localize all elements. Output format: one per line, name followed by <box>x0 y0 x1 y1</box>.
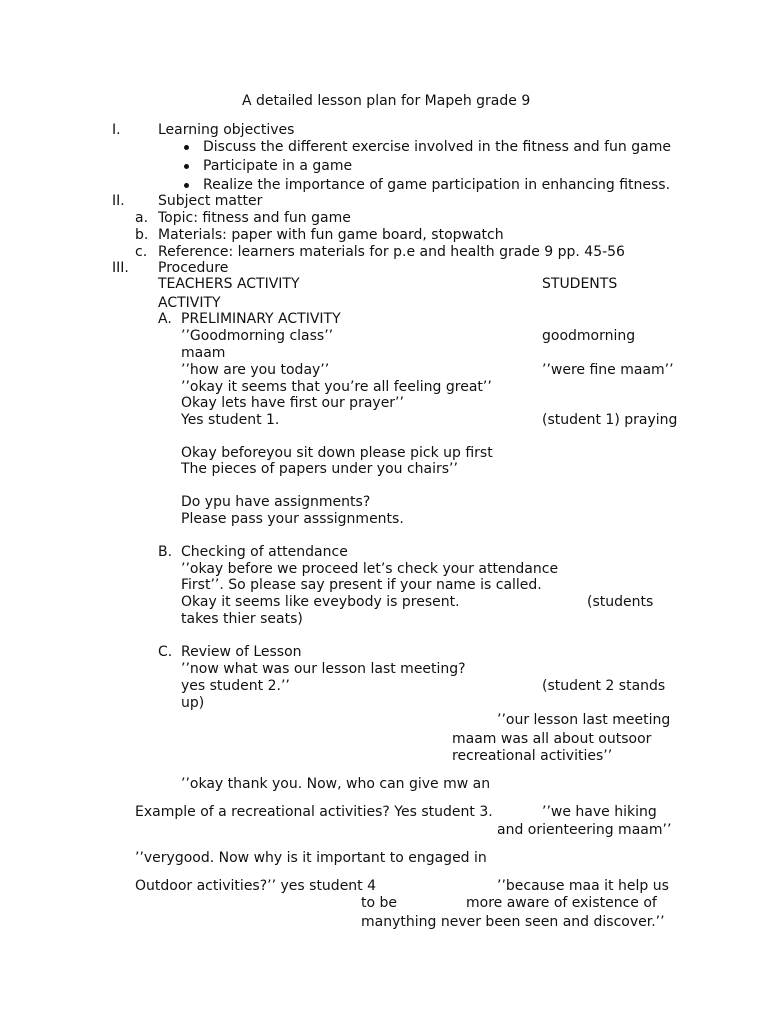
section-number: III. <box>112 260 129 276</box>
student-line: recreational activities’’ <box>452 748 613 764</box>
student-line: up) <box>181 695 205 711</box>
student-line: goodmorning <box>542 328 636 344</box>
teacher-line: Okay it seems like eveybody is present. <box>181 594 460 610</box>
section-heading: Subject matter <box>158 193 263 209</box>
column-header-students-cont: ACTIVITY <box>158 295 221 311</box>
part-letter: A. <box>158 311 172 327</box>
teacher-line: Okay beforeyou sit down please pick up first <box>181 445 493 461</box>
list-letter: b. <box>135 227 149 243</box>
list-letter: c. <box>135 244 148 260</box>
subject-item: Reference: learners materials for p.e and health grade 9 pp. 45-56 <box>158 244 625 260</box>
student-line: maam <box>181 345 226 361</box>
bullet-icon <box>184 164 189 169</box>
bullet-icon <box>184 145 189 150</box>
objective-item: Discuss the different exercise involved in the fitness and fun game <box>203 139 671 155</box>
column-header-students: STUDENTS <box>542 276 618 292</box>
subject-item: Materials: paper with fun game board, stopwatch <box>158 227 504 243</box>
student-line: and orienteering maam’’ <box>497 822 672 838</box>
student-line: ’’were fine maam’’ <box>542 362 674 378</box>
page-title: A detailed lesson plan for Mapeh grade 9 <box>242 93 531 109</box>
teacher-line: ’’now what was our lesson last meeting? <box>181 661 466 677</box>
part-heading: Checking of attendance <box>181 544 348 560</box>
objective-item: Realize the importance of game participation in enhancing fitness. <box>203 177 671 193</box>
student-line: ’’we have hiking <box>542 804 657 820</box>
teacher-line: yes student 2.’’ <box>181 678 290 694</box>
student-line: ’’our lesson last meeting <box>497 712 671 728</box>
section-number: II. <box>112 193 125 209</box>
part-letter: B. <box>158 544 173 560</box>
teacher-line: ’’okay thank you. Now, who can give mw an <box>181 776 491 792</box>
teacher-line: The pieces of papers under you chairs’’ <box>181 461 458 477</box>
section-heading: Learning objectives <box>158 122 295 138</box>
student-line: maam was all about outsoor <box>452 731 652 747</box>
student-line: takes thier seats) <box>181 611 303 627</box>
teacher-line: ’’okay before we proceed let’s check your attendance <box>181 561 559 577</box>
student-line: more aware of existence of <box>466 895 657 911</box>
teacher-line: Example of a recreational activities? Yes student 3. <box>135 804 493 820</box>
student-line: (student 1) praying <box>542 412 678 428</box>
bullet-icon <box>184 183 189 188</box>
teacher-line: Please pass your asssignments. <box>181 511 404 527</box>
part-heading: Review of Lesson <box>181 644 302 660</box>
section-number: I. <box>112 122 121 138</box>
teacher-line: Do ypu have assignments? <box>181 494 371 510</box>
student-line: ’’because maa it help us <box>497 878 669 894</box>
subject-item: Topic: fitness and fun game <box>158 210 351 226</box>
student-line: to be <box>361 895 398 911</box>
teacher-line: Yes student 1. <box>181 412 280 428</box>
student-line: (students <box>587 594 654 610</box>
teacher-line: ’’Goodmorning class’’ <box>181 328 334 344</box>
part-letter: C. <box>158 644 173 660</box>
teacher-line: ’’verygood. Now why is it important to engaged in <box>135 850 487 866</box>
teacher-line: First’’. So please say present if your name is called. <box>181 577 542 593</box>
list-letter: a. <box>135 210 149 226</box>
objective-item: Participate in a game <box>203 158 353 174</box>
part-heading: PRELIMINARY ACTIVITY <box>181 311 341 327</box>
teacher-line: ’’okay it seems that you’re all feeling great’’ <box>181 379 492 395</box>
column-header-teacher: TEACHERS ACTIVITY <box>158 276 300 292</box>
teacher-line: Outdoor activities?’’ yes student 4 <box>135 878 377 894</box>
teacher-line: Okay lets have first our prayer’’ <box>181 395 404 411</box>
student-line: (student 2 stands <box>542 678 666 694</box>
section-heading: Procedure <box>158 260 229 276</box>
student-line: manything never been seen and discover.’’ <box>361 914 665 930</box>
teacher-line: ’’how are you today’’ <box>181 362 330 378</box>
